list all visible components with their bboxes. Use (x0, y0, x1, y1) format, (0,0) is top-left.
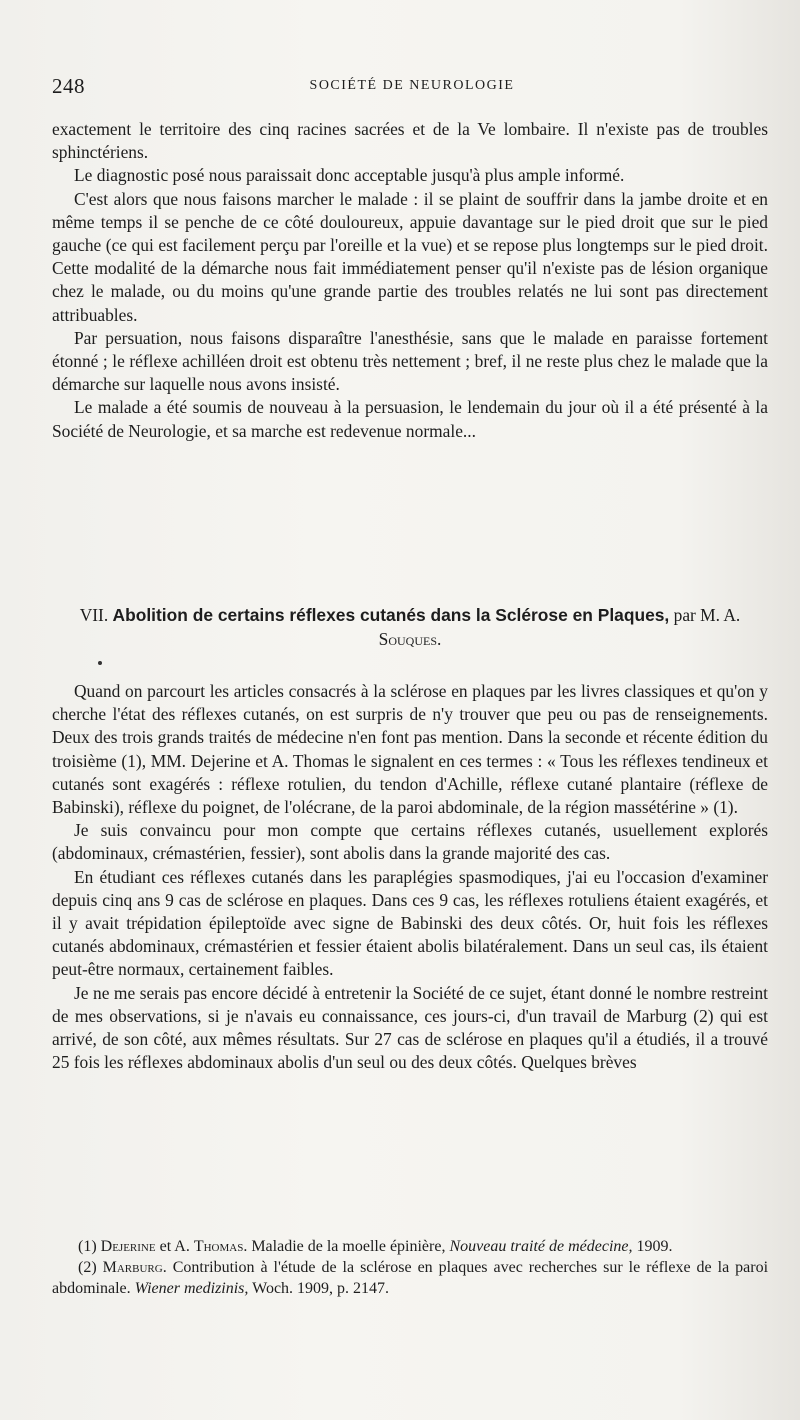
section-byline: par M. A. (673, 605, 741, 625)
paragraph: Le diagnostic posé nous paraissait donc acceptable jusqu'à plus ample informé. (74, 165, 625, 186)
paragraph: Le malade a été soumis de nouveau à la persuasion, le lendemain du jour où il a été présenté à la Société de Neurologie, et sa marche est redevenue normale... (52, 397, 768, 441)
section-1-text (52, 118, 768, 443)
paragraph: En étudiant ces réflexes cutanés dans les paraplégies spasmodiques, j'ai eu l'occasion d'examiner depuis cinq ans 9 cas de sclérose en plaques. Dans ces 9 cas, les réflexes rotuliens étaient exagérés, et il y avait trépidation épileptoïde avec signe de Babinski des deux côtés. Or, huit fois les réflexes cutanés abdominaux, crémastérien et fessier étaient abolis bilatéralement. Dans un seul cas, ils étaient peut-être normaux, certainement faibles. (52, 866, 768, 980)
section-number: VII. (79, 605, 109, 625)
section-heading (52, 603, 768, 651)
ornament-dot (98, 661, 102, 665)
paragraph: exactement le territoire des cinq racines sacrées et de la Ve lombaire. Il n'existe pas de troubles sphinctériens. (52, 119, 768, 163)
section-2-text (52, 680, 768, 1074)
footnote-marker: (1) (78, 1238, 97, 1255)
footnote-marker: (2) (78, 1259, 97, 1276)
paragraph: Quand on parcourt les articles consacrés à la sclérose en plaques par les livres classiques et qu'on y cherche l'état des réflexes cutanés, on est surpris de n'y trouver que peu ou pas de renseignements. Deux des trois grands traités de médecine n'en font pas mention. Dans la seconde et récente édition du troisième (1), MM. Dejerine et A. Thomas le signalent en ces termes : « Tous les réflexes tendineux et cutanés sont exagérés : réflexe rotulien, du tendon d'Achille, réflexe cutané plantaire (réflexe de Babinski), réflexe du poignet, de l'olécrane, de la paroi abdominale, de la région massétérine » (1). (52, 681, 768, 818)
footnote-2 (52, 1257, 768, 1299)
footnotes (52, 1236, 768, 1299)
footnote-1 (52, 1236, 768, 1257)
footnote-text: Maladie de la moelle épinière, (251, 1238, 446, 1255)
footnote-reference: Woch. 1909, p. 2147. (252, 1280, 390, 1297)
section-author: Souques. (378, 629, 442, 649)
footnote-journal: Wiener medizinis, (134, 1280, 249, 1297)
footnote-author: Thomas. (193, 1238, 248, 1255)
footnote-year: 1909. (636, 1238, 673, 1255)
paragraph: Je suis convaincu pour mon compte que certains réflexes cutanés, usuellement explorés (abdominaux, crémastérien, fessier), sont abolis dans la grande majorité des cas. (52, 820, 768, 864)
footnote-author: Dejerine (100, 1238, 156, 1255)
running-title: SOCIÉTÉ DE NEUROLOGIE (309, 78, 515, 93)
page-header (52, 74, 772, 102)
page-number: 248 (52, 74, 85, 98)
footnote-author: Marburg. (102, 1259, 167, 1276)
section-title: Abolition de certains réflexes cutanés dans la Sclérose en Plaques, (112, 605, 670, 625)
footnote-text: Contribution à l'étude de la sclérose en plaques avec recherches sur le réflexe de la paroi abdominale. (52, 1259, 769, 1297)
paragraph: Je ne me serais pas encore décidé à entretenir la Société de ce sujet, étant donné le nombre restreint de mes observations, si je n'avais eu connaissance, ces jours-ci, d'un travail de Marburg (2) qui est arrivé, de son côté, aux mêmes résultats. Sur 27 cas de sclérose en plaques qu'il a étudiés, il a trouvé 25 fois les réflexes abdominaux abolis d'un seul ou des deux côtés. Quelques brèves (52, 982, 768, 1073)
footnote-text: et A. (159, 1238, 190, 1255)
paragraph: Par persuation, nous faisons disparaître l'anesthésie, sans que le malade en paraisse fortement étonné ; le réflexe achilléen droit est obtenu très nettement ; bref, il ne reste plus chez le malade que la démarche sur laquelle nous avons insisté. (52, 327, 768, 395)
footnote-work-title: Nouveau traité de médecine, (449, 1238, 633, 1255)
paragraph: C'est alors que nous faisons marcher le malade : il se plaint de souffrir dans la jambe droite et en même temps il se penche de ce côté douloureux, appuie davantage sur le pied droit que sur le pied gauche (ce qui est facilement perçu par l'oreille et la vue) et se repose plus longtemps sur le pied droit. Cette modalité de la démarche nous fait immédiatement penser qu'il n'existe pas de lésion organique chez le malade, ou du moins qu'une grande partie des troubles relatés ne lui sont pas directement attribuables. (52, 188, 768, 325)
